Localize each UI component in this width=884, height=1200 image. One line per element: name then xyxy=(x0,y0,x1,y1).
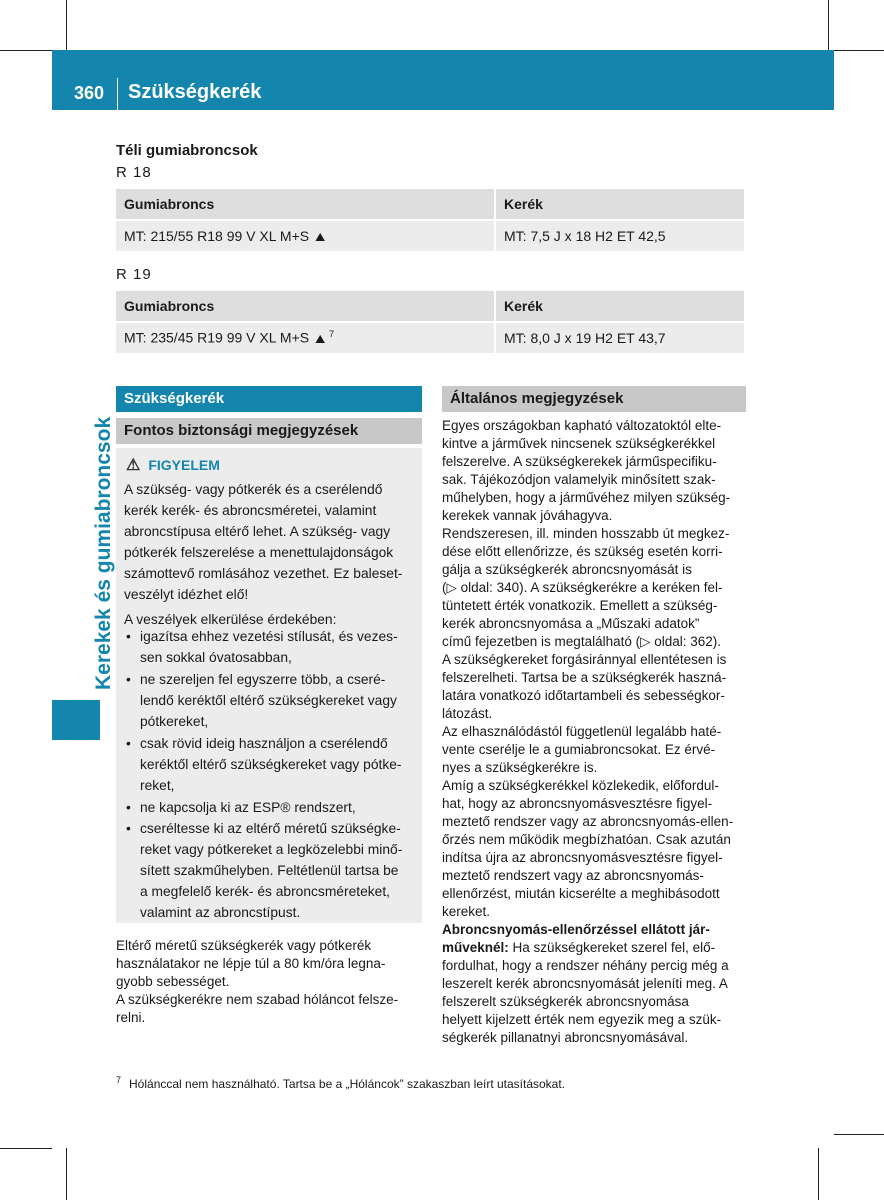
crop-mark xyxy=(828,0,829,52)
text-line: pótkereket, xyxy=(140,714,209,729)
text-line: a megfelelő kerék- és abroncsméreteket, xyxy=(140,884,390,899)
crop-mark xyxy=(0,50,52,51)
bold-lead: műveknél: xyxy=(442,940,509,955)
side-tab-label: Kerekek és gumiabroncsok xyxy=(92,416,115,690)
crop-mark xyxy=(66,0,67,52)
list-item xyxy=(126,733,416,796)
text-line: látozást. xyxy=(442,706,493,721)
text-line: kintve a járművek nincsenek szükségkerékkel xyxy=(442,436,716,451)
side-tab-marker xyxy=(52,700,100,740)
text-line: • csak rövid ideig használjon a cserélendő xyxy=(140,736,388,751)
subsection-heading: Fontos biztonsági megjegyzések xyxy=(116,418,422,444)
text-line: A szükség- vagy pótkerék és a cserélendő xyxy=(124,482,383,497)
text-line: felszerelheti. Tartsa be a szükségkerék haszná- xyxy=(442,670,727,685)
body-text xyxy=(116,937,398,1027)
list-item xyxy=(126,797,416,818)
text-line: latára vonatkozó időtartambeli és sebességkor- xyxy=(442,688,725,703)
text-line: • ne kapcsolja ki az ESP® rendszert, xyxy=(140,800,356,815)
text-line: keréktől eltérő szükségkereket vagy pótke- xyxy=(140,757,402,772)
text-line: nyes a szükségkerékre is. xyxy=(442,760,598,775)
text-line: abroncstípusa eltérő lehet. A szükség- vagy xyxy=(124,524,391,539)
text-line: Amíg a szükségkerékkel közlekedik, előfordul- xyxy=(442,778,719,793)
text-line: kerék abroncsnyomása a „Műszaki adatok” xyxy=(442,616,700,631)
list-item xyxy=(126,669,416,732)
text-line: őrzés nem működik megbízhatóan. Csak azután xyxy=(442,832,731,847)
text-line: • igazítsa ehhez vezetési stílusát, és vezes- xyxy=(140,629,398,644)
text-line: című fejezetben is megtalálható (▷ oldal: 362). xyxy=(442,634,722,649)
list-item xyxy=(126,818,416,923)
table-cell xyxy=(116,220,495,251)
footnote xyxy=(116,1075,565,1091)
warning-label: FIGYELEM xyxy=(148,457,220,473)
text-line: • cseréltesse ki az eltérő méretű szükségke- xyxy=(140,821,401,836)
crop-mark xyxy=(834,1134,884,1135)
warning-triangle-icon: ⚠ xyxy=(126,457,141,474)
table-cell: MT: 7,5 J x 18 H2 ET 42,5 xyxy=(495,220,745,251)
column-header: Kerék xyxy=(495,291,745,322)
page-number: 360 xyxy=(74,83,105,103)
text-line: helyett kijelzett érték nem egyezik meg a szük- xyxy=(442,1012,722,1027)
text-line: gálja a szükségkerék abroncsnyomását is xyxy=(442,562,692,577)
text-line: indítsa újra az abroncsnyomásvesztésre figyel- xyxy=(442,850,723,865)
crop-mark xyxy=(818,1148,819,1200)
text-line: fordulhat, hogy a rendszer néhány percig még a xyxy=(442,958,729,973)
page-title: Szükségkerék xyxy=(128,81,262,103)
section-heading: Szükségkerék xyxy=(116,386,422,412)
column-header: Gumiabroncs xyxy=(116,189,495,220)
text-line: A veszélyek elkerülése érdekében: xyxy=(124,612,337,627)
body-text xyxy=(442,417,733,1047)
text-line: meztető rendszert vagy az abroncsnyomás- xyxy=(442,868,704,883)
warning-text xyxy=(124,479,402,630)
footnote-ref: 7 xyxy=(329,329,335,340)
text-line: ségkerék pillanatnyi abroncsnyomásával. xyxy=(442,1030,689,1045)
winter-tires-heading: Téli gumiabroncsok xyxy=(116,142,258,159)
text-line: relni. xyxy=(116,1010,146,1025)
section-heading: Általános megjegyzések xyxy=(442,386,746,412)
tire-spec: MT: 215/55 R18 99 V XL M+S xyxy=(124,227,310,244)
text-line: leszerelt kerék abroncsnyomását jeleníti meg. A xyxy=(442,976,728,991)
r19-label: R 19 xyxy=(116,266,152,283)
bold-lead: Abroncsnyomás-ellenőrzéssel ellátott jár- xyxy=(442,922,710,937)
crop-mark xyxy=(66,1148,67,1200)
text-line: műhelyben, hogy a járművéhez milyen szükség- xyxy=(442,490,731,505)
text-line: reket vagy pótkereket a legközelebbi minő- xyxy=(140,842,403,857)
column-header: Gumiabroncs xyxy=(116,291,495,322)
text-line: pótkerék felszerelése a menettulajdonságok xyxy=(124,545,394,560)
text-line: tüntetett érték vonatkozik. Emellett a szükség- xyxy=(442,598,718,613)
table-cell xyxy=(116,322,495,353)
warning-title xyxy=(126,455,220,475)
text-line: Ha szükségkereket szerel fel, elő- xyxy=(512,940,716,955)
text-line: kerekek vannak jóváhagyva. xyxy=(442,508,613,523)
text-line: sen sokkal óvatosabban, xyxy=(140,650,292,665)
text-line: Az elhasználódástól függetlenül legalább haté- xyxy=(442,724,722,739)
text-line: használatakor ne lépje túl a 80 km/óra legna- xyxy=(116,956,386,971)
text-line: felszerelve. A szükségkerekek járműspecifiku- xyxy=(442,454,717,469)
text-line: A szükségkerékre nem szabad hóláncot felsze- xyxy=(116,992,399,1007)
text-line: sített szakműhelyben. Feltétlenül tartsa be xyxy=(140,863,399,878)
snowflake-mountain-icon: ⛰ xyxy=(315,229,326,244)
table-cell: MT: 8,0 J x 19 H2 ET 43,7 xyxy=(495,322,745,353)
text-line: (▷ oldal: 340). A szükségkerékre a keréken fel- xyxy=(442,580,723,595)
r19-table xyxy=(116,291,746,353)
footnote-text: Hólánccal nem használható. Tartsa be a „Hóláncok” szakaszban leírt utasításokat. xyxy=(129,1077,566,1091)
text-line: reket, xyxy=(140,778,175,793)
list-item xyxy=(126,626,416,668)
crop-mark xyxy=(834,50,884,51)
column-header: Kerék xyxy=(495,189,745,220)
text-line: kereket. xyxy=(442,904,491,919)
text-line: lendő keréktől eltérő szükségkereket vagy xyxy=(140,693,397,708)
header-divider xyxy=(117,78,118,110)
text-line: Rendszeresen, ill. minden hosszabb út megkez- xyxy=(442,526,730,541)
text-line: gyobb sebességet. xyxy=(116,974,230,989)
text-line: meztető rendszer vagy az abroncsnyomás-ellen- xyxy=(442,814,734,829)
footnote-number: 7 xyxy=(116,1075,122,1085)
text-line: A szükségkereket forgásiránnyal ellentétesen is xyxy=(442,652,727,667)
text-line: Eltérő méretű szükségkerék vagy pótkerék xyxy=(116,938,372,953)
text-line: vente cserélje le a gumiabroncsokat. Ez érvé- xyxy=(442,742,716,757)
r18-label: R 18 xyxy=(116,164,152,181)
text-line: számottevő romlásához vezethet. Ez baleset- xyxy=(124,566,403,581)
text-line xyxy=(442,939,733,957)
text-line: valamint az abroncstípust. xyxy=(140,905,301,920)
text-line: kerék kerék- és abroncsméretei, valamint xyxy=(124,503,377,518)
text-line: hat, hogy az abroncsnyomásvesztésre figyel- xyxy=(442,796,713,811)
text-line: sak. Tájékozódjon valamelyik minősített szak- xyxy=(442,472,716,487)
snowflake-mountain-icon: ⛰ xyxy=(315,331,326,346)
text-line: dése előtt ellenőrizze, és szükség esetén korri- xyxy=(442,544,723,559)
tire-spec: MT: 235/45 R19 99 V XL M+S xyxy=(124,329,310,346)
text-line: Egyes országokban kapható változatoktól elte- xyxy=(442,418,722,433)
text-line: felszerelt szükségkerék abroncsnyomása xyxy=(442,994,689,1009)
text-line: ellenőrzést, miután kicserélte a meghibásodott xyxy=(442,886,720,901)
text-line: • ne szereljen fel egyszerre több, a cseré- xyxy=(140,672,386,687)
crop-mark xyxy=(0,1148,52,1149)
text-line: veszélyt idézhet elő! xyxy=(124,587,249,602)
r18-table xyxy=(116,189,746,251)
